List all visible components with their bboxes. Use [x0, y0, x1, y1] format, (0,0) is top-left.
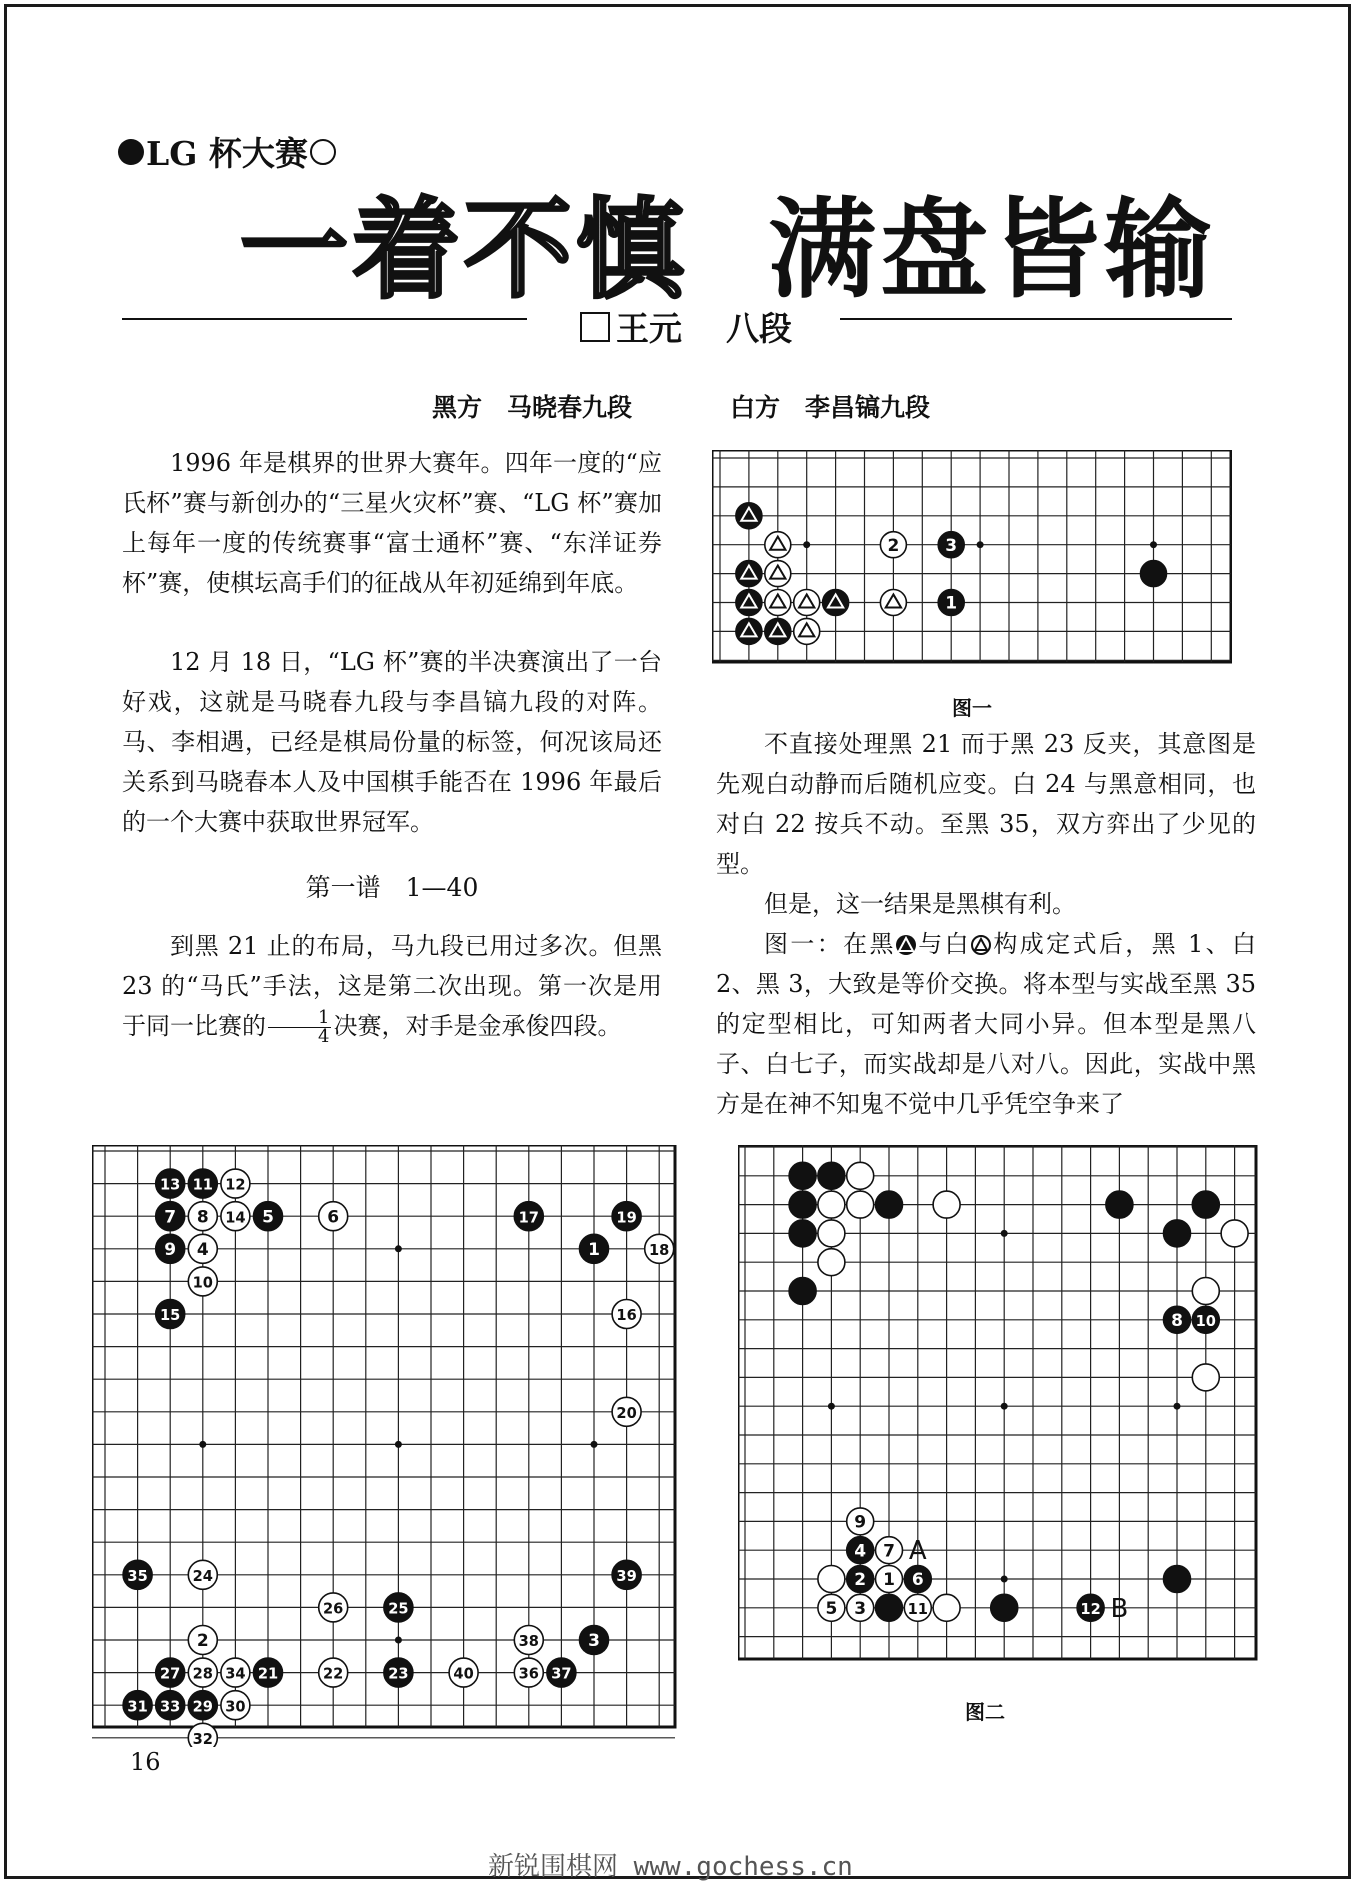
svg-text:24: 24 [192, 1567, 213, 1585]
star-point [1001, 1403, 1008, 1410]
star-point [1150, 541, 1157, 548]
svg-text:3: 3 [588, 1631, 600, 1652]
white-stone-24 [188, 1560, 217, 1589]
svg-text:9: 9 [164, 1239, 177, 1260]
watermark-site-name: 新锐围棋网 [488, 1852, 619, 1881]
svg-text:32: 32 [192, 1730, 213, 1747]
black-stone [736, 590, 762, 616]
white-stone [1192, 1278, 1219, 1305]
paragraph-3 [122, 926, 662, 1046]
white-stone [818, 1220, 845, 1247]
svg-text:2: 2 [887, 535, 900, 556]
page-number: 16 [130, 1748, 161, 1776]
svg-text:3: 3 [854, 1598, 867, 1619]
svg-text:25: 25 [388, 1600, 409, 1618]
black-stone-1 [580, 1234, 609, 1263]
black-stone-6 [904, 1566, 931, 1593]
svg-text:12: 12 [1080, 1600, 1101, 1618]
white-stone [765, 561, 791, 587]
svg-text:7: 7 [164, 1207, 177, 1228]
svg-text:12: 12 [225, 1176, 246, 1194]
svg-text:8: 8 [1171, 1310, 1183, 1331]
svg-text:26: 26 [323, 1600, 344, 1618]
svg-text:17: 17 [518, 1209, 539, 1227]
black-stone-3 [938, 532, 964, 558]
black-stone-25 [384, 1593, 413, 1622]
white-stone-18 [645, 1234, 674, 1263]
white-stone-2 [880, 532, 906, 558]
white-stone-2 [188, 1626, 217, 1655]
svg-text:40: 40 [453, 1665, 474, 1683]
black-stone [823, 590, 849, 616]
black-player: 黑方 马晓春九段 [432, 393, 633, 422]
svg-text:8: 8 [196, 1207, 209, 1228]
white-stone-22 [319, 1658, 348, 1687]
black-stone-37 [547, 1658, 576, 1687]
svg-text:28: 28 [192, 1665, 213, 1683]
svg-text:11: 11 [192, 1176, 213, 1194]
white-stone [818, 1249, 845, 1276]
figure-2-caption: 图二 [965, 1700, 1005, 1724]
black-stone [789, 1191, 816, 1218]
black-stone [1164, 1220, 1191, 1247]
svg-text:11: 11 [907, 1600, 928, 1618]
black-stone-1 [938, 590, 964, 616]
section-title: 第一谱 1—40 [305, 873, 479, 902]
fraction-denominator: 4 [318, 1026, 330, 1047]
black-stone-17 [514, 1202, 543, 1231]
byline [580, 303, 792, 350]
svg-text:18: 18 [649, 1241, 670, 1259]
svg-text:39: 39 [616, 1567, 637, 1585]
black-stone-27 [156, 1658, 185, 1687]
svg-text:7: 7 [883, 1541, 895, 1562]
white-stone [818, 1191, 845, 1218]
black-stone [1106, 1191, 1133, 1218]
black-stone-29 [188, 1691, 217, 1720]
star-point [977, 541, 984, 548]
figure-1-board [712, 450, 1232, 672]
paragraph-3-text-b: 决赛，对手是金承俊四段。 [333, 1012, 622, 1040]
black-stone [818, 1162, 845, 1189]
paragraph-6-text-b: 与白 [915, 930, 971, 958]
black-stone [736, 618, 762, 644]
white-triangle-stone-icon [971, 935, 991, 955]
white-stone-4 [188, 1234, 217, 1263]
black-stone-2 [847, 1566, 874, 1593]
white-stone-7 [876, 1537, 903, 1564]
white-stone-14 [221, 1202, 250, 1231]
svg-text:3: 3 [945, 535, 958, 556]
star-point [828, 1403, 835, 1410]
svg-text:27: 27 [160, 1665, 181, 1683]
black-stone-11 [188, 1169, 217, 1198]
white-stone-12 [221, 1169, 250, 1198]
black-stone [1164, 1566, 1191, 1593]
white-stone-32 [188, 1723, 217, 1747]
black-stone [789, 1162, 816, 1189]
black-stone-9 [156, 1234, 185, 1263]
black-stone-33 [156, 1691, 185, 1720]
black-stone [991, 1594, 1018, 1621]
svg-text:33: 33 [160, 1698, 181, 1716]
black-stone-13 [156, 1169, 185, 1198]
article-title [240, 163, 1217, 318]
white-stone-28 [188, 1658, 217, 1687]
paragraph-6 [716, 924, 1256, 1124]
white-stone-8 [188, 1202, 217, 1231]
svg-text:30: 30 [225, 1698, 246, 1716]
svg-text:38: 38 [518, 1633, 539, 1651]
board-letter-A: A [908, 1536, 927, 1567]
white-stone-3 [847, 1594, 874, 1621]
watermark [488, 1846, 853, 1881]
white-player: 白方 李昌镐九段 [730, 393, 931, 422]
black-stone [1192, 1191, 1219, 1218]
white-stone-1 [876, 1566, 903, 1593]
black-stone-23 [384, 1658, 413, 1687]
paragraph-5: 但是，这一结果是黑棋有利。 [764, 890, 1076, 918]
black-stone-39 [612, 1560, 641, 1589]
black-stone-31 [123, 1691, 152, 1720]
white-stone-10 [188, 1267, 217, 1296]
black-stone [1141, 561, 1167, 587]
rule-right [840, 318, 1232, 320]
svg-text:31: 31 [127, 1698, 148, 1716]
svg-text:2: 2 [854, 1570, 867, 1591]
svg-text:16: 16 [616, 1307, 637, 1325]
fraction-numerator: 1 [268, 1009, 331, 1028]
svg-text:5: 5 [825, 1598, 838, 1619]
white-stone-11 [904, 1594, 931, 1621]
svg-text:34: 34 [225, 1665, 246, 1683]
svg-text:13: 13 [160, 1176, 181, 1194]
white-stone [880, 590, 906, 616]
black-stone [876, 1191, 903, 1218]
svg-text:14: 14 [225, 1209, 246, 1227]
svg-text:35: 35 [127, 1567, 148, 1585]
black-stone-5 [254, 1202, 283, 1231]
white-stone [847, 1191, 874, 1218]
svg-text:10: 10 [192, 1274, 213, 1292]
star-point [395, 1245, 402, 1252]
rule-left [122, 318, 527, 320]
paragraph-6-text-a: 图一：在黑 [764, 930, 896, 958]
star-point [395, 1441, 402, 1448]
black-triangle-stone-icon [896, 935, 916, 955]
svg-text:20: 20 [616, 1404, 637, 1422]
svg-text:2: 2 [196, 1631, 209, 1652]
star-point [803, 541, 810, 548]
svg-text:21: 21 [257, 1665, 279, 1683]
black-stone-35 [123, 1560, 152, 1589]
star-point [1001, 1576, 1008, 1583]
star-point [1174, 1403, 1181, 1410]
black-stone-21 [254, 1658, 283, 1687]
black-stone-10 [1192, 1306, 1219, 1333]
paragraph-2: 12 月 18 日，“LG 杯”赛的半决赛演出了一台好戏，这就是马晓春九段与李昌镐九段的对阵。马、李相遇，已经是棋局份量的标签，何况该局还关系到马晓春本人及中国棋手能否在 1996 年最后的一个大赛中获取世界冠军。 [122, 648, 662, 836]
svg-text:36: 36 [518, 1665, 539, 1683]
black-stone-15 [156, 1300, 185, 1329]
white-stone [847, 1162, 874, 1189]
square-icon [580, 312, 610, 342]
star-point [1001, 1230, 1008, 1237]
quarter-fraction [268, 1009, 331, 1046]
white-stone [794, 618, 820, 644]
watermark-url: www.gochess.cn [633, 1852, 853, 1881]
black-stone [765, 618, 791, 644]
black-stone [789, 1278, 816, 1305]
svg-text:22: 22 [323, 1665, 344, 1683]
board-letter-B: B [1110, 1593, 1129, 1624]
white-stone [765, 590, 791, 616]
title-part-1: 一着不慎 [240, 188, 689, 313]
svg-text:19: 19 [616, 1209, 637, 1227]
svg-text:5: 5 [262, 1207, 274, 1228]
black-stone [876, 1594, 903, 1621]
black-stone-7 [156, 1202, 185, 1231]
black-stone [736, 503, 762, 529]
svg-text:1: 1 [883, 1570, 895, 1591]
star-point [395, 1637, 402, 1644]
svg-text:9: 9 [854, 1512, 867, 1533]
white-stone-26 [319, 1593, 348, 1622]
svg-text:1: 1 [945, 593, 958, 614]
svg-text:1: 1 [588, 1239, 600, 1260]
white-stone-30 [221, 1691, 250, 1720]
paragraph-1: 1996 年是棋界的世界大赛年。四年一度的“应氏杯”赛与新创办的“三星火灾杯”赛、“LG 杯”赛加上每年一度的传统赛事“富士通杯”赛、“东洋证券杯”赛，使棋坛高手们的征战从年初延绵到年底。 [122, 449, 662, 597]
figure-1-caption: 图一 [952, 696, 992, 720]
white-stone [818, 1566, 845, 1593]
white-stone-6 [319, 1202, 348, 1231]
paragraph-6-text-c: 构成定式后，黑 1、白 2、黑 3，大致是等价交换。将本型与实战至黑 35 的定型相比，可知两者大同小异。但本型是黑八子、白七子，而实战却是八对八。因此，实战中黑方是在神不知鬼不觉中几乎凭空争来了 [716, 930, 1257, 1118]
series-label: LG 杯大赛 [146, 134, 308, 173]
black-stone-icon [118, 139, 144, 165]
white-stone [1221, 1220, 1248, 1247]
svg-text:10: 10 [1195, 1312, 1216, 1330]
black-stone-8 [1164, 1306, 1191, 1333]
star-point [591, 1441, 598, 1448]
white-stone-36 [514, 1658, 543, 1687]
black-stone-19 [612, 1202, 641, 1231]
white-stone-34 [221, 1658, 250, 1687]
black-stone [736, 561, 762, 587]
title-part-2: 满盘皆输 [768, 188, 1217, 313]
white-stone [794, 590, 820, 616]
white-stone-40 [449, 1658, 478, 1687]
svg-text:37: 37 [551, 1665, 572, 1683]
paragraph-3-text-a: 到黑 21 止的布局，马九段已用过多次。但黑 23 的“马氏”手法，这是第二次出现。第一次是用于同一比赛的 [122, 932, 662, 1040]
white-stone [933, 1191, 960, 1218]
svg-text:15: 15 [160, 1307, 181, 1325]
white-stone-9 [847, 1508, 874, 1535]
white-stone-38 [514, 1626, 543, 1655]
white-stone-icon [310, 139, 336, 165]
white-stone-20 [612, 1397, 641, 1426]
paragraph-4: 不直接处理黑 21 而于黑 23 反夹，其意图是先观白动静而后随机应变。白 24 与黑意相同，也对白 22 按兵不动。至黑 35，双方弈出了少见的型。 [716, 730, 1256, 878]
svg-text:4: 4 [196, 1239, 209, 1260]
figure-2-board [738, 1145, 1258, 1665]
white-stone [765, 532, 791, 558]
svg-text:6: 6 [327, 1207, 340, 1228]
svg-text:23: 23 [388, 1665, 409, 1683]
black-stone-12 [1077, 1594, 1104, 1621]
white-stone [933, 1594, 960, 1621]
white-stone-16 [612, 1300, 641, 1329]
star-point [199, 1441, 206, 1448]
svg-text:29: 29 [192, 1698, 213, 1716]
svg-text:6: 6 [911, 1570, 924, 1591]
black-stone-3 [580, 1626, 609, 1655]
white-stone [1192, 1364, 1219, 1391]
black-stone-4 [847, 1537, 874, 1564]
author-name: 王元 [616, 309, 682, 348]
white-stone-5 [818, 1594, 845, 1621]
svg-text:4: 4 [854, 1541, 867, 1562]
black-stone [789, 1220, 816, 1247]
author-rank: 八段 [726, 309, 792, 348]
game-record-board [92, 1145, 677, 1747]
